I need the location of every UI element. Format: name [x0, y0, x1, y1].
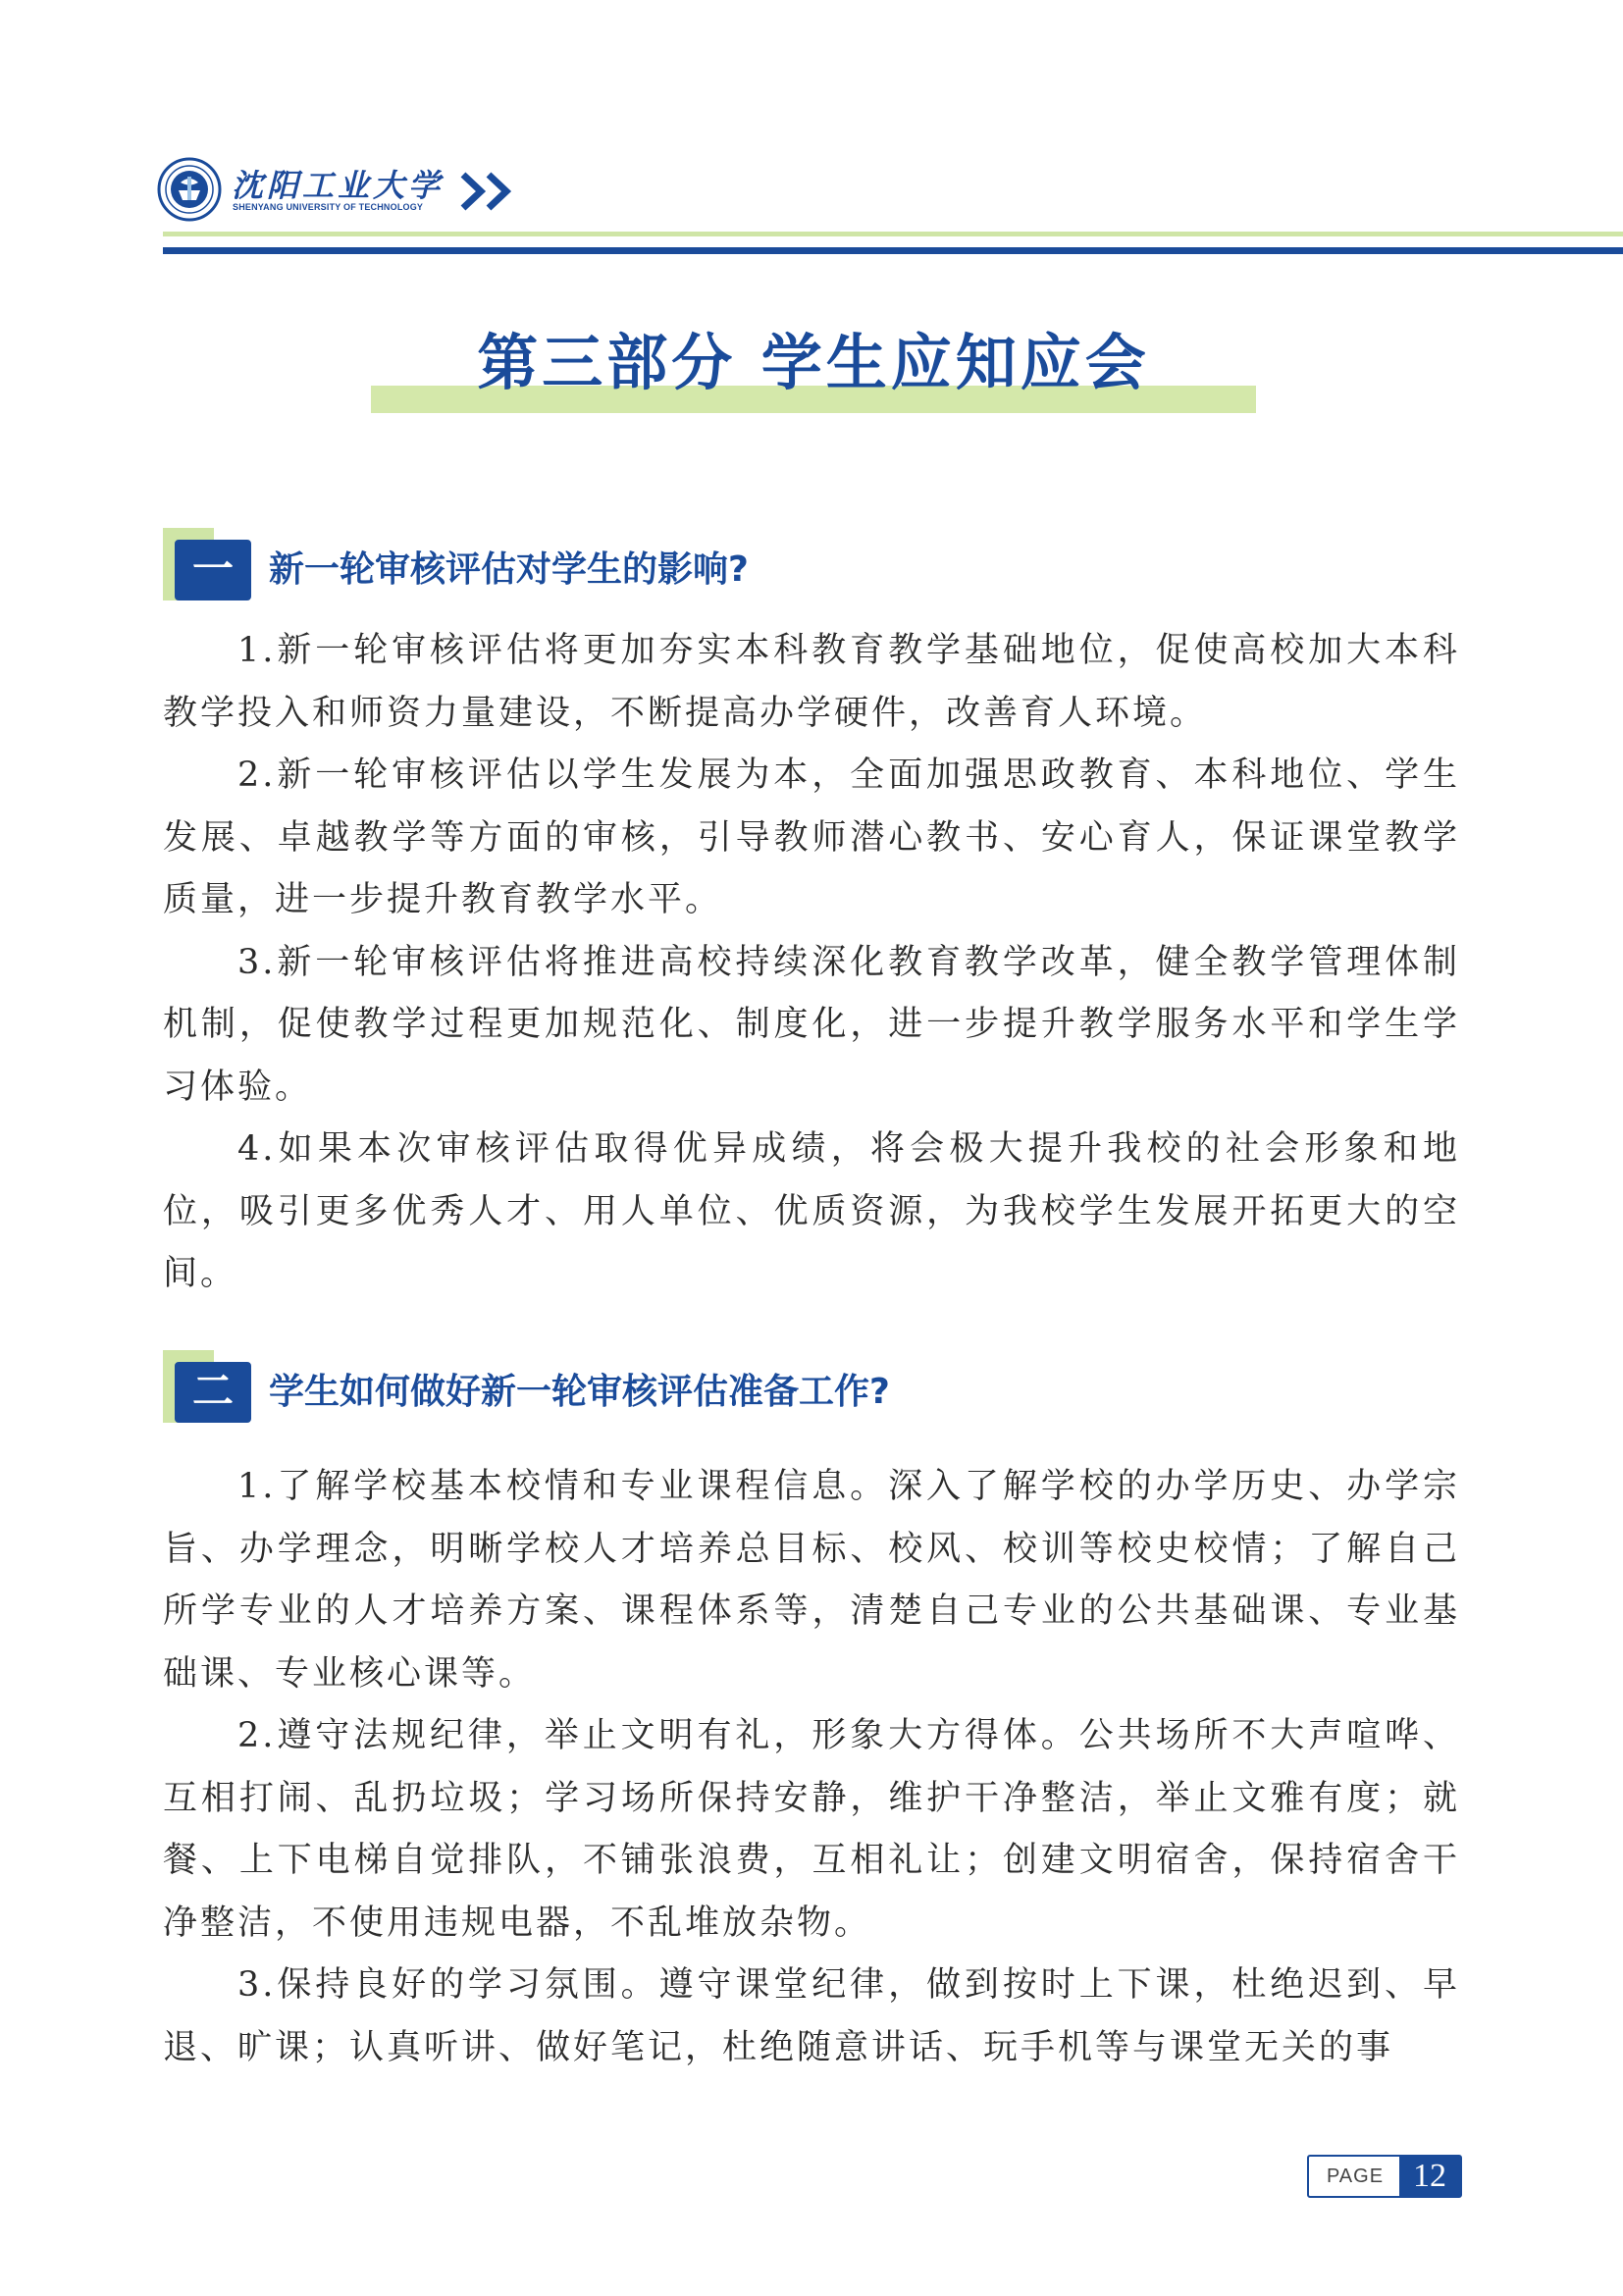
- page-label: PAGE: [1326, 2166, 1385, 2187]
- paragraph: 2.遵守法规纪律，举止文明有礼，形象大方得体。公共场所不大声喧哗、互相打闹、乱扔垃圾；学习场所保持安静，维护干净整洁，举止文雅有度；就餐、上下电梯自觉排队，不铺张浪费，互相礼让；创建文明宿舍，保持宿舍干净整洁，不使用违规电器，不乱堆放杂物。: [163, 1716, 1460, 1943]
- logo-english-name: SHENYANG UNIVERSITY OF TECHNOLOGY: [233, 202, 424, 212]
- section-heading-2: [163, 1350, 1439, 1429]
- page-number-badge: [1307, 2155, 1462, 2198]
- paragraph: 1.了解学校基本校情和专业课程信息。深入了解学校的办学历史、办学宗旨、办学理念，明晰学校人才培养总目标、校风、校训等校史校情；了解自己所学专业的人才培养方案、课程体系等，清楚自己专业的公共基础课、专业基础课、专业核心课等。: [163, 1467, 1460, 1694]
- section-body-2: [163, 1456, 1460, 2079]
- paragraph: 3.新一轮审核评估将推进高校持续深化教育教学改革，健全教学管理体制机制，促使教学过程更加规范化、制度化，进一步提升教学服务水平和学生学习体验。: [163, 942, 1460, 1107]
- section-number: 二: [175, 1362, 251, 1423]
- paragraph: 4.如果本次审核评估取得优异成绩，将会极大提升我校的社会形象和地位，吸引更多优秀人才、用人单位、优质资源，为我校学生发展开拓更大的空间。: [163, 1129, 1460, 1293]
- logo-name: 沈阳工业大学: [232, 167, 445, 204]
- paragraph: 1.新一轮审核评估将更加夯实本科教育教学基础地位，促使高校加大本科教学投入和师资力量建设，不断提高办学硬件，改善育人环境。: [163, 631, 1460, 733]
- section-heading-1: [163, 528, 1439, 606]
- section-body-1: [163, 620, 1460, 1306]
- page-title: 第三部分 学生应知应会: [477, 327, 1150, 398]
- section-title: 新一轮审核评估对学生的影响?: [269, 549, 749, 590]
- header-rule-green: [163, 232, 1623, 236]
- page-number: 12: [1399, 2157, 1460, 2196]
- university-seal-icon: [157, 157, 222, 222]
- double-chevron-icon: [457, 167, 522, 216]
- section-title: 学生如何做好新一轮审核评估准备工作?: [269, 1372, 890, 1412]
- paragraph: 3.保持良好的学习氛围。遵守课堂纪律，做到按时上下课，杜绝迟到、早退、旷课；认真听讲、做好笔记，杜绝随意讲话、玩手机等与课堂无关的事: [163, 1965, 1460, 2067]
- header-rule-blue: [163, 247, 1623, 254]
- paragraph: 2.新一轮审核评估以学生发展为本，全面加强思政教育、本科地位、学生发展、卓越教学等方面的审核，引导教师潜心教书、安心育人，保证课堂教学质量，进一步提升教育教学水平。: [163, 756, 1460, 919]
- section-number: 一: [175, 540, 251, 600]
